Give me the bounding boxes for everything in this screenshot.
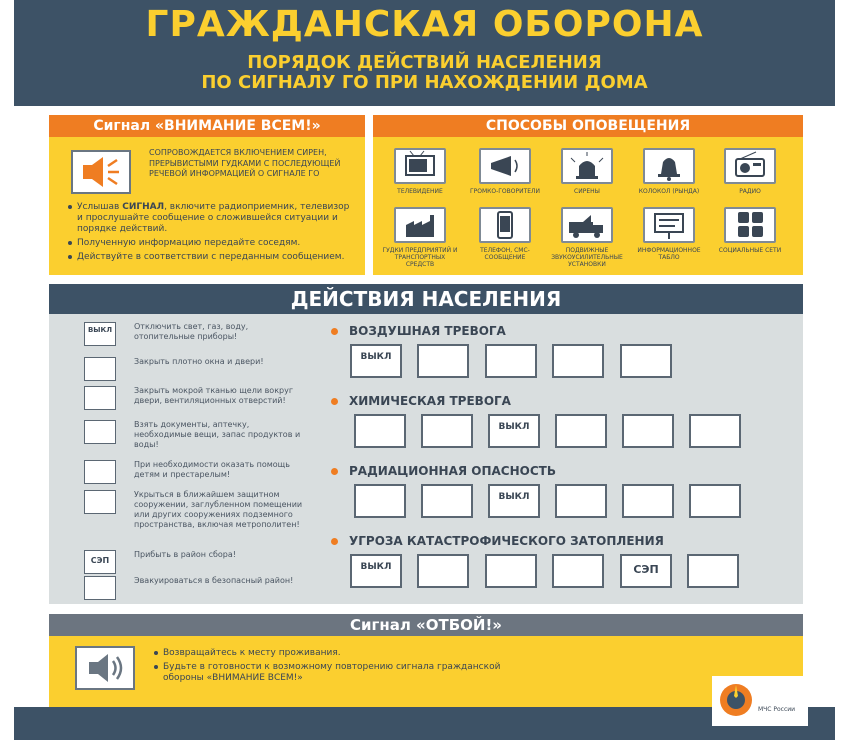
documents-kit-icon [555, 484, 607, 518]
documents-kit-icon [84, 420, 116, 444]
seal-gaps-icon [421, 414, 473, 448]
help-people-icon [622, 414, 674, 448]
shelter-icon [84, 490, 116, 514]
switch-off-icon: ВЫКЛ [488, 484, 540, 518]
seal-gaps-icon [84, 386, 116, 410]
poster-header [14, 0, 835, 106]
siren-speaker-icon [71, 150, 131, 194]
all-clear-bullet: Возвращайтесь к месту проживания. [153, 648, 523, 659]
poster-subtitle-line2: ПО СИГНАЛУ ГО ПРИ НАХОЖДЕНИИ ДОМА [201, 72, 648, 93]
signal-bullet: Услышав СИГНАЛ, включите радиоприемник, телевизор и прослушайте сообщение о сложившейся ситуации и порядке действий. [67, 202, 357, 235]
notify-truck: ПОДВИЖНЫЕ ЗВУКОУСИЛИТЕЛЬНЫЕ УСТАНОВКИ [548, 207, 626, 268]
sep-icon: СЭП [620, 554, 672, 588]
close-door-icon [354, 414, 406, 448]
documents-kit-icon [485, 344, 537, 378]
switch-off-icon: ВЫКЛ [350, 344, 402, 378]
loudspeaker-icon [479, 148, 531, 184]
help-people-icon [84, 460, 116, 484]
poster-title: ГРАЖДАНСКАЯ ОБОРОНА [145, 4, 704, 45]
all-clear-bullet: Будьте в готовности к возможному повторению сигнала гражданской обороны «ВНИМАНИЕ ВСЕМ!» [153, 662, 523, 684]
close-door-icon [84, 357, 116, 381]
documents-kit-icon [555, 414, 607, 448]
phone-icon [479, 207, 531, 243]
evacuation-icon [687, 554, 739, 588]
close-door-icon [417, 344, 469, 378]
notify-siren: СИРЕНЫ [548, 148, 626, 195]
factory-icon [394, 207, 446, 243]
switch-off-icon: ВЫКЛ [84, 322, 116, 346]
social-icon [724, 207, 776, 243]
signal-description: СОПРОВОЖДАЕТСЯ ВКЛЮЧЕНИЕМ СИРЕН, ПРЕРЫВИСТЫМИ ГУДКАМИ С ПОСЛЕДУЮЩЕЙ РЕЧЕВОЙ ИНФОРМАЦИЕЙ О СИГНАЛЕ ГО [149, 148, 341, 178]
radio-icon [724, 148, 776, 184]
notify-phone: ТЕЛЕФОН, СМС-СООБЩЕНИЕ [466, 207, 544, 261]
switch-off-icon: ВЫКЛ [488, 414, 540, 448]
tv-icon [394, 148, 446, 184]
close-door-icon [417, 554, 469, 588]
actions-panel: ДЕЙСТВИЯ НАСЕЛЕНИЯ ВЫКЛ Отключить свет, газ, воду, отопительные приборы! Закрыть плотно окна и двери! Закрыть мокрой тканью щели вокруг двери, вентиляционных отверстий! Взять документы, аптечку, необходимые вещи, запас продуктов и воды! При необходимости оказать помощь детям и престарелым! Укрыться в ближайшем защитном сооружении, заглубленном помещении или других сооружениях подземного пространства, включая метрополитен! СЭП Прибыть в район сбора! Эвакуироваться в безопасный район! ВОЗДУШНАЯ ТРЕВОГА ВЫКЛ ХИМИЧЕСКАЯ ТРЕВОГА ВЫКЛ РАДИАЦИОННАЯ ОПАСНОСТЬ ВЫКЛ УГРОЗА КАТАСТРОФИЧЕСКОГО ЗАТОПЛЕНИЯ ВЫКЛ СЭП [49, 284, 803, 604]
signal-panel [49, 115, 365, 275]
documents-kit-icon [485, 554, 537, 588]
switch-off-icon: ВЫКЛ [350, 554, 402, 588]
signal-bullet: Действуйте в соответствии с переданным сообщением. [67, 252, 357, 263]
sep-icon: СЭП [84, 550, 116, 574]
shelter-icon [689, 484, 741, 518]
signal-instructions [67, 202, 357, 266]
notify-social: СОЦИАЛЬНЫЕ СЕТИ [711, 207, 789, 254]
section-radiation: РАДИАЦИОННАЯ ОПАСНОСТЬ [349, 464, 556, 478]
emercom-logo: МЧС России [712, 676, 808, 726]
speaker-icon [75, 646, 135, 690]
notify-factory: ГУДКИ ПРЕДПРИЯТИЙ И ТРАНСПОРТНЫХ СРЕДСТВ [381, 207, 459, 268]
help-people-icon [622, 484, 674, 518]
notify-board: ИНФОРМАЦИОННОЕ ТАБЛО [630, 207, 708, 261]
seal-gaps-icon [421, 484, 473, 518]
notify-tv: ТЕЛЕВИДЕНИЕ [381, 148, 459, 195]
siren-icon [561, 148, 613, 184]
notify-title: СПОСОБЫ ОПОВЕЩЕНИЯ [373, 115, 803, 137]
notify-loudspeaker: ГРОМКО-ГОВОРИТЕЛИ [466, 148, 544, 195]
all-clear-title: Сигнал «ОТБОЙ!» [49, 614, 803, 636]
close-door-icon [354, 484, 406, 518]
all-clear-panel [49, 614, 803, 708]
shelter-icon [620, 344, 672, 378]
all-clear-instructions [153, 648, 523, 687]
poster-subtitle-line1: ПОРЯДОК ДЕЙСТВИЙ НАСЕЛЕНИЯ [247, 52, 602, 73]
help-people-icon [552, 344, 604, 378]
section-air-raid: ВОЗДУШНАЯ ТРЕВОГА [349, 324, 506, 338]
signal-bullet: Полученную информацию передайте соседям. [67, 238, 357, 249]
board-icon [643, 207, 695, 243]
help-people-icon [552, 554, 604, 588]
bell-icon [643, 148, 695, 184]
signal-title: Сигнал «ВНИМАНИЕ ВСЕМ!» [49, 115, 365, 137]
actions-title: ДЕЙСТВИЯ НАСЕЛЕНИЯ [49, 284, 803, 314]
notify-radio: РАДИО [711, 148, 789, 195]
section-chemical: ХИМИЧЕСКАЯ ТРЕВОГА [349, 394, 511, 408]
truck-icon [561, 207, 613, 243]
shelter-icon [689, 414, 741, 448]
evacuation-icon [84, 576, 116, 600]
notify-bell: КОЛОКОЛ (РЫНДА) [630, 148, 708, 195]
notify-panel [373, 115, 803, 275]
section-flood: УГРОЗА КАТАСТРОФИЧЕСКОГО ЗАТОПЛЕНИЯ [349, 534, 664, 548]
